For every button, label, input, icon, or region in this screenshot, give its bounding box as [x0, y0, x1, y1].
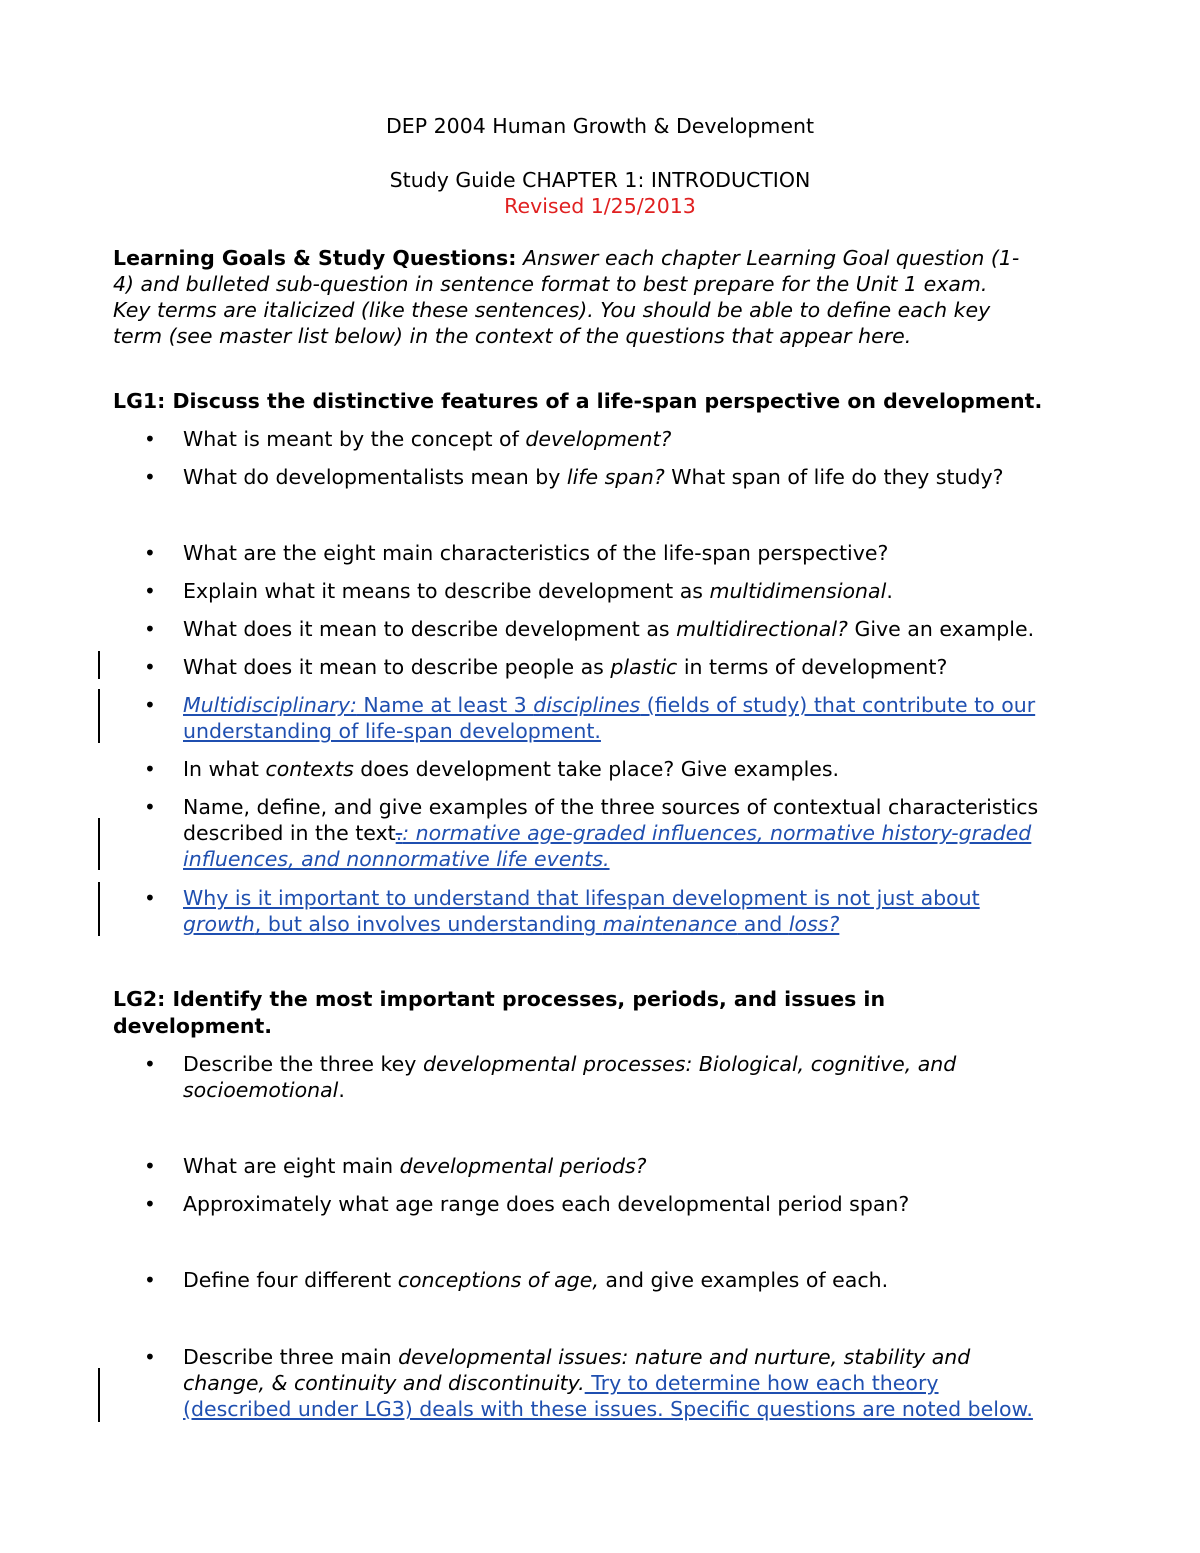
bullet: •: [144, 617, 156, 641]
revision-bar: [98, 1368, 100, 1422]
bullet: •: [144, 1052, 156, 1076]
lg1-question-1: What is meant by the concept of development?: [183, 427, 672, 451]
lg1-question-9-line-1: Name, define, and give examples of the three sources of contextual characteristics: [183, 795, 1039, 819]
intro-line-4: term (see master list below) in the context of the questions that appear here.: [113, 324, 912, 348]
bullet: •: [144, 655, 156, 679]
lg2-question-4: Define four different conceptions of age, and give examples of each.: [183, 1268, 889, 1292]
lg2-heading-line-1: LG2: Identify the most important processes, periods, and issues in: [113, 987, 886, 1011]
bullet: •: [144, 1192, 156, 1216]
lg1-question-9-line-2: described in the text.: normative age-graded influences, normative history-graded: [183, 821, 1032, 845]
lg1-question-10-line-1: Why is it important to understand that lifespan development is not just about: [183, 886, 980, 910]
revision-bar: [98, 651, 100, 679]
lg2-question-5-line-2: change, & continuity and discontinuity. Try to determine how each theory: [183, 1371, 939, 1395]
lg1-question-7-line-2: understanding of life-span development.: [183, 719, 601, 743]
lg2-heading-line-2: development.: [113, 1014, 273, 1038]
lg1-question-5: What does it mean to describe development as multidirectional? Give an example.: [183, 617, 1035, 641]
lg2-question-1-line-2: socioemotional.: [183, 1078, 345, 1102]
bullet: •: [144, 427, 156, 451]
lg1-question-10-line-2: growth, but also involves understanding maintenance and loss?: [183, 912, 840, 936]
lg2-question-1-line-1: Describe the three key developmental processes: Biological, cognitive, and: [183, 1052, 957, 1076]
bullet: •: [144, 541, 156, 565]
revised-date: Revised 1/25/2013: [504, 194, 696, 218]
lg1-question-7-line-1: Multidisciplinary: Name at least 3 disciplines (fields of study) that contribute to our: [183, 693, 1036, 717]
revision-bar: [98, 689, 100, 743]
lg2-question-5-line-3: (described under LG3) deals with these issues. Specific questions are noted below.: [183, 1397, 1033, 1421]
revision-bar: [98, 818, 100, 870]
bullet: •: [144, 1154, 156, 1178]
bullet: •: [144, 693, 156, 717]
lg1-question-6: What does it mean to describe people as plastic in terms of development?: [183, 655, 948, 679]
lg1-heading: LG1: Discuss the distinctive features of a life-span perspective on development.: [113, 389, 1043, 413]
lg1-question-2: What do developmentalists mean by life span? What span of life do they study?: [183, 465, 1004, 489]
guide-title: Study Guide CHAPTER 1: INTRODUCTION: [389, 168, 811, 192]
bullet: •: [144, 1268, 156, 1292]
lg1-question-8: In what contexts does development take place? Give examples.: [183, 757, 840, 781]
intro-line-1: Learning Goals & Study Questions: Answer each chapter Learning Goal question (1-: [113, 246, 1020, 270]
lg2-question-3: Approximately what age range does each developmental period span?: [183, 1192, 910, 1216]
course-title: DEP 2004 Human Growth & Development: [386, 114, 814, 138]
bullet: •: [144, 579, 156, 603]
intro-line-3: Key terms are italicized (like these sentences). You should be able to define each key: [113, 298, 991, 322]
bullet: •: [144, 465, 156, 489]
intro-line-2: 4) and bulleted sub-question in sentence format to best prepare for the Unit 1 exam.: [113, 272, 988, 296]
lg1-question-9-line-3: influences, and nonnormative life events.: [183, 847, 610, 871]
bullet: •: [144, 1345, 156, 1369]
lg2-question-5-line-1: Describe three main developmental issues: nature and nurture, stability and: [183, 1345, 971, 1369]
lg1-question-3: What are the eight main characteristics of the life-span perspective?: [183, 541, 889, 565]
bullet: •: [144, 757, 156, 781]
bullet: •: [144, 795, 156, 819]
revision-bar: [98, 882, 100, 936]
lg2-question-2: What are eight main developmental periods?: [183, 1154, 647, 1178]
bullet: •: [144, 886, 156, 910]
lg1-question-4: Explain what it means to describe development as multidimensional.: [183, 579, 893, 603]
